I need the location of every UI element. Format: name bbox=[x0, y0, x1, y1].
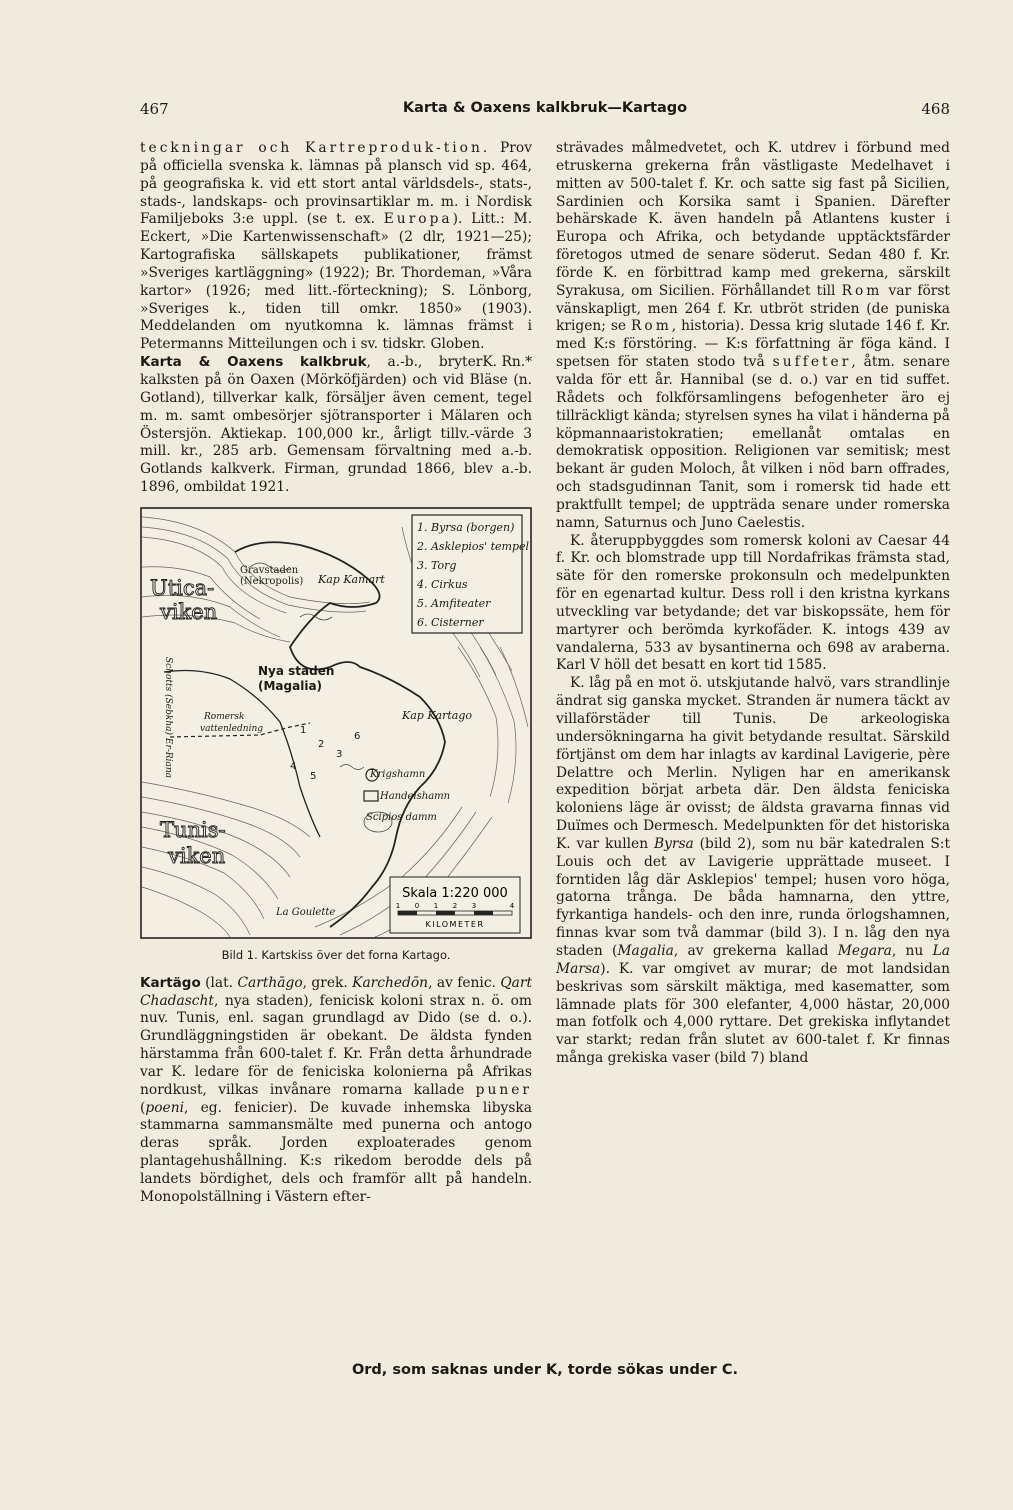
site-number: 1 bbox=[300, 724, 307, 736]
entry-headword: Kartägo bbox=[140, 974, 201, 991]
page-number-right: 468 bbox=[921, 100, 950, 118]
site-number: 5 bbox=[310, 770, 317, 782]
legend-item: 6. Cisterner bbox=[417, 615, 484, 629]
scale-tick: 2 bbox=[452, 901, 458, 910]
label-scipios-damm: Scipios damm bbox=[366, 811, 437, 823]
label-romersk-2: vattenledning bbox=[200, 723, 264, 734]
legend-item: 3. Torg bbox=[417, 558, 457, 572]
entry-karta-oaxens: Karta & Oaxens kalkbruk, a.-b., bryter kalksten på ön Oaxen (Mörköfjärden) och vid Bläse (n. Gotland), tillverkar kalk, försäljer även cement, tegel m. m. samt ombesörjer sjötransporter i Mälaren och Östersjön. Aktiekap. 100,000 kr., årligt tillv.-värde 3 mill. kr., 285 arb. Gemensam förvaltning med a.-b. Gotlands kalkverk. Firman, grundad 1866, blev a.-b. 1896, ombildat 1921. bbox=[140, 354, 532, 496]
paragraph-topography: K. låg på en mot ö. utskjutande halvö, vars strandlinje ändrat sig ganska mycket. Stranden är numera täckt av villaförstäder till Tunis. De arkeologiska undersökningarna ha givit betydande resultat. Särskild förtjänst om dem har inlagts av kardinal Lavigerie, père Delattre och Merlin. Nyligen har en amerikansk expedition börjat arbeta där. Den äldsta feniciska koloniens läge är ovisst; de äldsta gravarna finnas vid Duïmes och Dermesch. Medelpunkten för det historiska K. var kullen Byrsa (bild 2), som nu bär katedralen S:t Louis och det av Lavigerie upprättade museet. I forntiden låg där Asklepios' tempel; husen voro höga, gatorna trånga. De båda hamnarna, den yttre, fyrkantiga handels- och den inre, runda örlogshamnen, finnas kvar som två dammar (bild 3). I n. låg den nya staden (Magalia, av grekerna kallad Megara, nu La Marsa). K. var omgivet av murar; de mot landsidan beskrivas som särskilt mäktiga, med kasematter, som lämnade plats för 300 elefanter, 4,000 hästar, 20,000 man fotfolk och 4,000 ryttare. Det grekiska inflytandet var starkt; redan från slutet av 600-talet f. Kr finnas många grekiska vaser (bild 7) bland bbox=[556, 675, 950, 1067]
left-column bbox=[140, 140, 532, 1207]
site-number: 4 bbox=[290, 760, 297, 772]
label-tunis-2: viken bbox=[168, 843, 226, 868]
label-utica-1: Utica- bbox=[150, 575, 215, 600]
label-krigshamn: Krigshamn bbox=[370, 768, 426, 780]
scale-tick: 3 bbox=[471, 901, 477, 910]
scale-title: Skala 1:220 000 bbox=[402, 885, 508, 901]
site-number: 3 bbox=[336, 748, 343, 760]
label-schotts: Schotts (Sebkha) Er-Riana bbox=[163, 656, 173, 778]
legend-item: 1. Byrsa (borgen) bbox=[417, 520, 515, 534]
label-gravstaden-2: (Nekropolis) bbox=[240, 575, 304, 587]
paragraph-kartreproduktion: teckningar och Kartreproduk-tion. Prov på officiella svenska k. lämnas på plansch vid sp. 464, på geografiska k. vid ett stort antal världsdels-, stats-, stads-, landskaps- och provinsartiklar m. m. i Nordisk Familjeboks 3:e uppl. (se t. ex. Europa). Litt.: M. Eckert, »Die Kartenwissenschaft» (2 dlr, 1921—25); Kartografiska sällskapets publikationer, främst »Sveriges kartläggning» (1922); Br. Thordeman, »Våra kartor» (1926; med litt.-förteckning); S. Lönborg, »Sveriges k., tiden till omkr. 1850» (1903). Meddelanden om nyutkomna k. lämnas främst i Petermanns Mitteilungen och i sv. tidskr. Globen. K. Rn.* bbox=[140, 140, 532, 371]
entry-kartago: Kartägo (lat. Carthāgo, grek. Karchedōn, av fenic. Qart Chadascht, nya staden), fenicisk koloni strax n. ö. om nuv. Tunis, enl. sagan grundlagd av Dido (se d. o.). Grundläggningstiden är obekant. De äldsta fynden härstamma från 600-talet f. Kr. Från detta århundrade var K. ledare för de feniciska kolonierna på Afrikas nordkust, vilkas invånare romarna kallade puner (poeni, eg. fenicier). De kuvade inhemska libyska stammarna sammansmälte med punerna och antogo deras språk. Jorden exploaterades genom plantagehushållning. K:s rikedom berodde dels på landets bördighet, dels och framför allt på handeln. Monopolställning i Västern efter- bbox=[140, 974, 533, 1205]
label-la-goulette: La Goulette bbox=[276, 906, 336, 918]
site-number: 6 bbox=[354, 730, 361, 742]
cross-reference: Europa bbox=[383, 211, 453, 228]
figure-caption: Bild 1. Kartskiss över det forna Kartago. bbox=[221, 947, 451, 962]
label-handelshamn: Handelshamn bbox=[380, 790, 451, 802]
scale-tick: 1 bbox=[433, 901, 439, 910]
author-signature: K. Rn.* bbox=[482, 354, 532, 371]
scale-tick: 4 bbox=[509, 901, 515, 910]
page-number-left: 467 bbox=[140, 100, 169, 118]
label-nya-staden-1: Nya staden bbox=[258, 663, 335, 678]
label-utica-2: viken bbox=[160, 599, 218, 624]
label-gravstaden-1: Gravstaden bbox=[240, 564, 299, 576]
label-kap-kamart: Kap Kamart bbox=[318, 572, 385, 586]
label-kap-kartago: Kap Kartago bbox=[402, 708, 472, 722]
right-column bbox=[556, 140, 950, 1068]
page-header bbox=[140, 100, 950, 122]
running-title: Karta & Oaxens kalkbruk—Kartago bbox=[402, 100, 688, 116]
paragraph-history: strävades målmedvetet, och K. utdrev i förbund med etruskerna grekerna från västligaste Medelhavet i mitten av 500-talet f. Kr. och satte sig fast på Sicilien, Sardinien och Korsika samt i Spanien. Därefter behärskade K. även handeln på Atlantens kuster i Europa och Afrika, och betydande upptäcktsfärder företogos utmed de senare söderut. Sedan 480 f. Kr. förde K. en förbittrad kamp med grekerna, särskilt Syrakusa, om Sicilien. Förhållandet till Rom var först vänskapligt, men 264 f. Kr. utbröt striden (de puniska krigen; se Rom, historia). Dessa krig slutade 146 f. Kr. med K:s förstöring. — K:s författning är föga känd. I spetsen för staten stodo två suffeter, åtm. senare valda för ett år. Hannibal (se d. o.) var en tid suffet. Rådets och folkförsamlingens befogenheter äro ej tillräckligt kända; styrelsen synes ha vilat i händerna på köpmannaaristokratien; emellanåt omtalas en demokratisk opposition. Religionen var semitisk; mest bekant är guden Moloch, åt vilken i nöd barn offrades, och stadsgudinnan Tanit, som i romersk tid hade ett praktfullt tempel; de uppträda senare under romerska namn, Saturnus och Juno Caelestis. bbox=[556, 140, 950, 531]
scale-tick: 1 bbox=[395, 901, 401, 910]
label-romersk-1: Romersk bbox=[204, 711, 245, 722]
label-tunis-1: Tunis- bbox=[160, 817, 226, 842]
paragraph-roman: K. återuppbyggdes som romersk koloni av Caesar 44 f. Kr. och blomstrade upp till Nordafrikas främsta stad, säte för den romerske prokonsuln och medelpunkten för en egenartad kultur. Dess roll i den kristna kyrkans utveckling var betydande; det var biskopssäte, hem för martyrer och berömda kyrkofäder. K. intogs 439 av vandalerna, 533 av bysantinerna och 698 av araberna. Karl V höll det besatt en kort tid 1585. bbox=[556, 532, 950, 674]
legend-item: 5. Amfiteater bbox=[417, 596, 491, 610]
legend-item: 4. Cirkus bbox=[417, 577, 468, 591]
site-number: 2 bbox=[318, 738, 325, 750]
spaced-term: teckningar och Kartreproduk-tion. bbox=[140, 140, 491, 156]
carthage-map bbox=[140, 507, 532, 939]
legend-item: 2. Asklepios' tempel bbox=[417, 539, 530, 553]
page-footer-note: Ord, som saknas under K, torde sökas under C. bbox=[351, 1362, 739, 1378]
entry-headword: Karta & Oaxens kalkbruk bbox=[140, 354, 367, 371]
figure-map bbox=[140, 507, 532, 965]
label-nya-staden-2: (Magalia) bbox=[258, 678, 323, 693]
scale-tick: 0 bbox=[414, 901, 420, 910]
scale-unit: KILOMETER bbox=[425, 919, 485, 929]
